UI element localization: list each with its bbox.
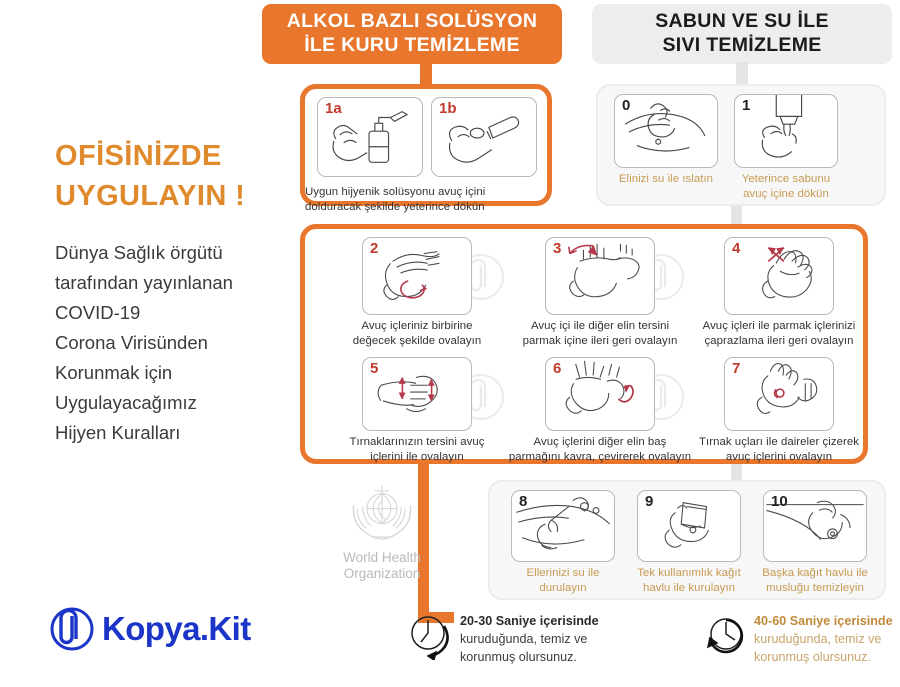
clock-20-30-icon <box>406 612 454 660</box>
step-1-caption-line2: dolduracak şekilde yeterince dökün <box>305 201 485 214</box>
timer-note-alcohol-text <box>460 613 599 667</box>
step-soap-1-number: 1 <box>742 97 751 114</box>
step-10-caption-line1: Başka kağıt havlu ile <box>762 567 868 579</box>
connector-alcohol-header-stub <box>420 62 432 86</box>
step-9-caption <box>630 566 748 596</box>
intro-line-6: Uygulayacağımız <box>55 391 197 413</box>
step-2-caption-line1: Avuç içleriniz birbirine <box>361 320 473 332</box>
timer-alcohol-line1: 20-30 Saniye içerisinde <box>460 614 599 628</box>
step-8-caption-line2: durulayın <box>539 582 587 595</box>
step-1b-number: 1b <box>439 100 457 117</box>
step-1a-illustration <box>317 97 423 177</box>
step-4-number: 4 <box>732 240 741 257</box>
step-10 <box>756 490 874 596</box>
palm-to-palm-icon <box>363 238 471 314</box>
step-3-caption-line2: parmak içine ileri geri ovalayın <box>522 335 678 348</box>
panel-rinse-steps <box>488 480 886 600</box>
step-3 <box>507 237 693 349</box>
step-1b <box>431 97 537 177</box>
step-9 <box>630 490 748 596</box>
step-5-illustration <box>362 357 472 431</box>
who-emblem-icon <box>330 482 434 544</box>
who-logo-line2: Organization <box>343 566 421 582</box>
step-9-number: 9 <box>645 493 654 510</box>
timer-alcohol-line2: kuruduğunda, temiz ve <box>460 631 588 646</box>
page-title-line1: OFİSİNİZDE <box>55 140 222 172</box>
intro-line-3: COVID-19 <box>55 301 141 323</box>
step-3-illustration <box>545 237 655 315</box>
page-title <box>55 136 305 216</box>
step-1a <box>317 97 423 177</box>
header-soap-line2: SIVI TEMİZLEME <box>662 33 822 56</box>
step-3-number: 3 <box>553 240 562 257</box>
who-logo-line1: World Health <box>343 550 421 565</box>
step-10-caption-line2: musluğu temizleyin <box>766 582 864 595</box>
step-7 <box>689 357 869 465</box>
step-7-illustration <box>724 357 834 431</box>
who-logo-text <box>330 550 434 583</box>
step-7-number: 7 <box>732 360 741 377</box>
connector-soap-header-stub <box>736 62 748 86</box>
step-6-illustration <box>545 357 655 431</box>
header-alcohol-line2: İLE KURU TEMİZLEME <box>304 33 520 56</box>
clock-40-60-icon <box>700 612 748 660</box>
step-3-caption-line1: Avuç içi ile diğer elin tersini <box>530 320 670 332</box>
step-4-illustration <box>724 237 834 315</box>
step-1b-illustration <box>431 97 537 177</box>
timer-soap-line2: kuruduğunda, temiz ve <box>754 631 882 646</box>
step-5-number: 5 <box>370 360 379 377</box>
who-logo <box>330 482 434 583</box>
step-9-illustration <box>637 490 741 562</box>
step-0 <box>614 94 718 187</box>
step-4-caption-line2: çaprazlama ileri geri ovalayın <box>704 335 854 348</box>
step-5-caption-line2: içlerini ile ovalayın <box>370 451 464 464</box>
paperclip-circle-logo-icon <box>48 605 96 653</box>
step-7-caption <box>689 435 869 465</box>
step-9-caption-line1: Tek kullanımlık kağıt <box>637 567 741 579</box>
step-soap-1-caption-line2: avuç içine dökün <box>743 188 829 201</box>
header-alcohol-line1: ALKOL BAZLI SOLÜSYON <box>286 10 538 32</box>
back-of-hand-interlaced-icon <box>546 238 654 314</box>
step-0-number: 0 <box>622 97 631 114</box>
timer-soap-line3: korunmuş olursunuz. <box>754 649 871 664</box>
step-7-caption-line1: Tırnak uçları ile daireler çizerek <box>699 436 859 448</box>
step-soap-1-illustration <box>734 94 838 168</box>
header-alcohol-method <box>262 4 562 64</box>
panel-alcohol-intro <box>300 84 552 214</box>
step-2-caption-line2: değecek şekilde ovalayın <box>352 335 482 348</box>
intro-paragraph <box>55 238 295 448</box>
timer-soap-line1: 40-60 Saniye içerisinde <box>754 614 893 628</box>
timer-note-soap-text <box>754 613 893 667</box>
step-soap-1 <box>734 94 838 202</box>
interlaced-fingers-icon <box>725 238 833 314</box>
step-5-caption <box>329 435 505 465</box>
step-10-illustration <box>763 490 867 562</box>
step-3-caption <box>507 319 693 349</box>
step-8-caption <box>504 566 622 596</box>
panel-soap-intro <box>596 84 886 206</box>
step-0-caption <box>614 172 718 187</box>
step-soap-1-caption <box>734 172 838 202</box>
step-5-caption-line1: Tırnaklarınızın tersini avuç <box>349 436 485 448</box>
step-2-caption <box>329 319 505 349</box>
step-7-caption-line2: avuç içlerini ovalayın <box>725 451 833 464</box>
step-2-illustration <box>362 237 472 315</box>
panel-common-steps <box>300 224 868 464</box>
timer-note-alcohol <box>406 612 616 672</box>
step-soap-1-caption-line1: Yeterince sabunu <box>741 173 831 185</box>
step-8-caption-line1: Ellerinizi su ile <box>526 567 600 579</box>
step-10-number: 10 <box>771 493 788 510</box>
step-8-illustration <box>511 490 615 562</box>
step-2 <box>329 237 505 349</box>
backs-of-fingers-icon <box>363 358 471 430</box>
timer-note-soap <box>700 612 900 672</box>
step-6-caption-line2: parmağını kavra, çevirerek ovalayın <box>508 451 692 464</box>
fingertips-circular-rub-icon <box>725 358 833 430</box>
step-6-number: 6 <box>553 360 562 377</box>
step-9-caption-line2: havlu ile kurulayın <box>642 582 736 595</box>
brand-logo[interactable] <box>48 605 251 653</box>
timer-alcohol-line3: korunmuş olursunuz. <box>460 649 577 664</box>
step-8-number: 8 <box>519 493 528 510</box>
step-4-caption-line1: Avuç içleri ile parmak içlerinizi <box>702 320 856 332</box>
intro-line-2: tarafından yayınlanan <box>55 271 233 293</box>
intro-line-5: Korunmak için <box>55 361 173 383</box>
intro-line-1: Dünya Sağlık örgütü <box>55 242 223 263</box>
rotational-thumb-rub-icon <box>546 358 654 430</box>
header-soap-line1: SABUN VE SU İLE <box>655 10 829 32</box>
step-1-caption <box>305 185 547 215</box>
intro-line-7: Hijyen Kuralları <box>55 421 181 443</box>
step-8 <box>504 490 622 596</box>
step-4-caption <box>689 319 869 349</box>
step-1a-number: 1a <box>325 100 342 117</box>
step-6-caption-line1: Avuç içlerini diğer elin baş <box>533 436 667 448</box>
step-6 <box>507 357 693 465</box>
step-0-illustration <box>614 94 718 168</box>
step-6-caption <box>507 435 693 465</box>
step-10-caption <box>756 566 874 596</box>
page-title-line2: UYGULAYIN ! <box>55 180 246 213</box>
step-2-number: 2 <box>370 240 379 257</box>
brand-name: Kopya.Kit <box>102 610 251 647</box>
step-1-caption-line1: Uygun hijyenik solüsyonu avuç içini <box>305 186 486 198</box>
step-5 <box>329 357 505 465</box>
header-soap-method <box>592 4 892 64</box>
step-4 <box>689 237 869 349</box>
intro-line-4: Corona Virisünden <box>55 331 208 353</box>
step-0-caption-line1: Elinizi su ile ıslatın <box>618 173 714 185</box>
